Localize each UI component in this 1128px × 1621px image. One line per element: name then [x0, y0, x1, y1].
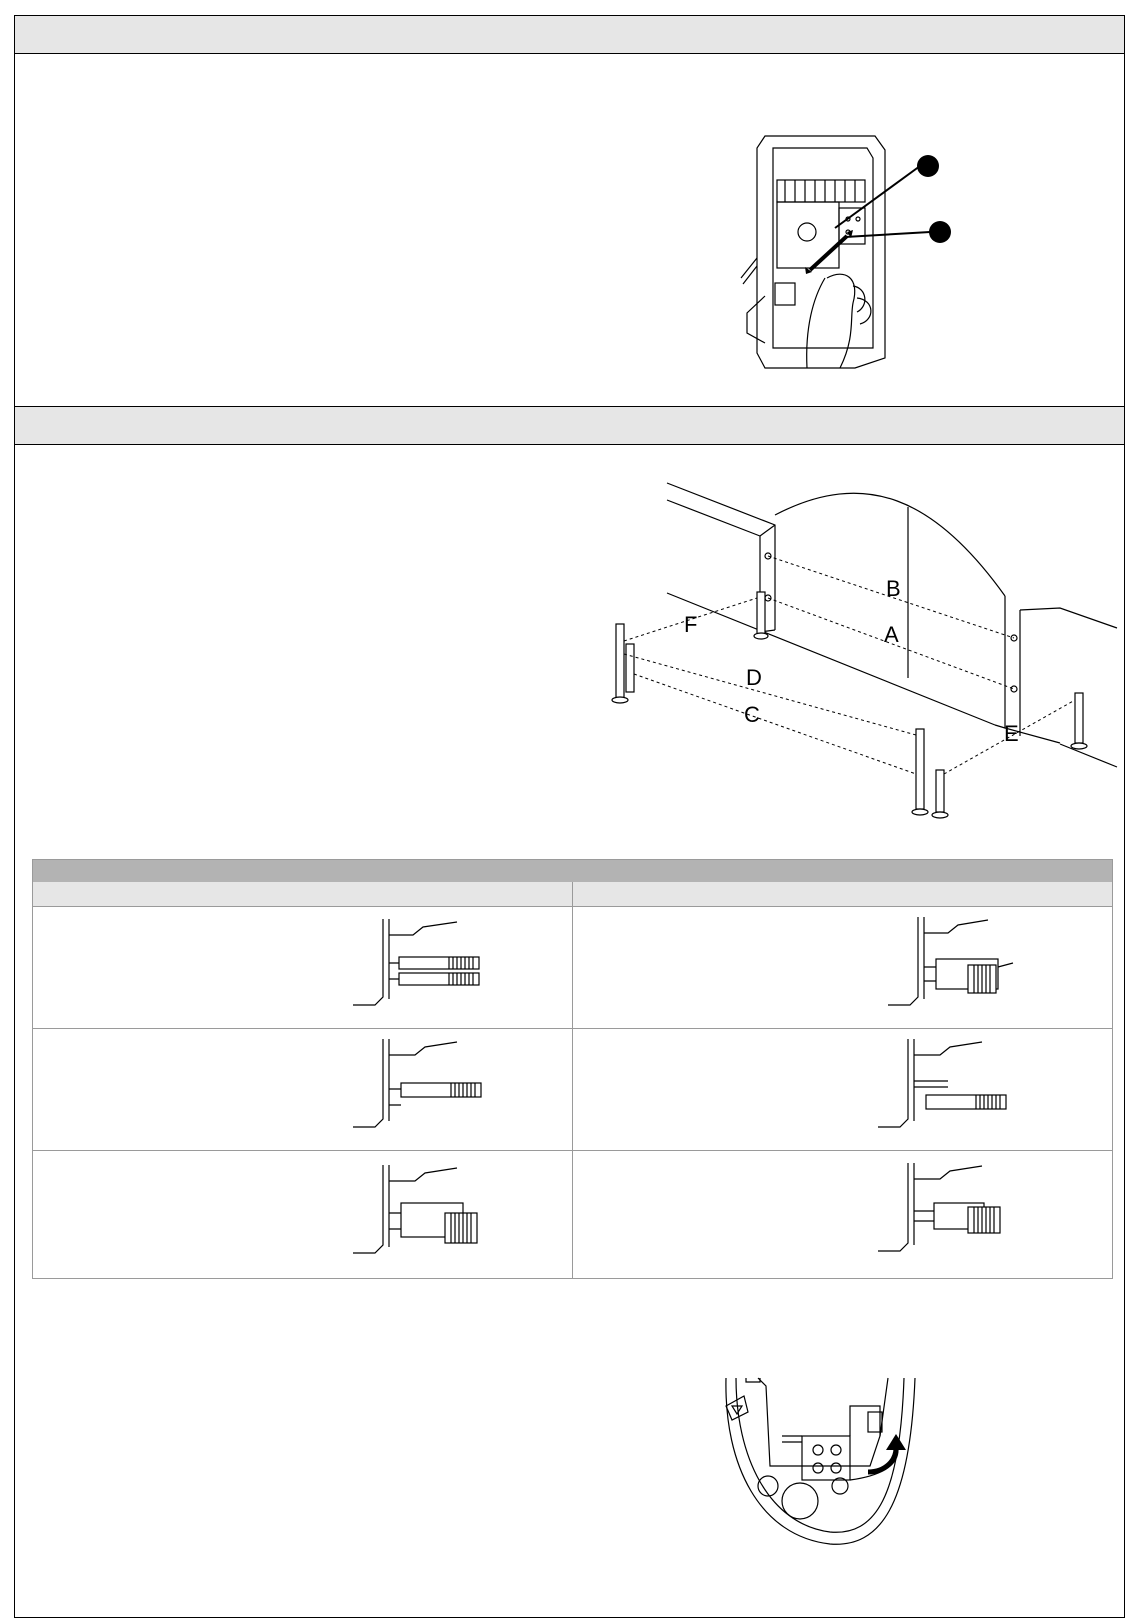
post-front-short: [936, 770, 944, 812]
label-A: A: [884, 622, 899, 647]
label-D: D: [746, 665, 762, 690]
housing-outer: [726, 1378, 915, 1544]
table-column-header-right: [573, 882, 1112, 907]
table-row-3-left: [33, 1151, 572, 1279]
table-row-1-left: [33, 907, 572, 1028]
transformer-block: [777, 202, 839, 268]
post-back: [757, 592, 765, 634]
label-C: C: [744, 702, 760, 727]
post-front-tall: [916, 729, 924, 809]
table-row-2-left: [33, 1029, 572, 1150]
jumper-config-icon: [888, 915, 1018, 1010]
table-row-1-right: [573, 907, 1112, 1028]
control-unit-figure: [735, 128, 995, 378]
table-row-2-right: [573, 1029, 1112, 1150]
move-arrow-icon: [810, 236, 847, 270]
control-unit-housing: [757, 136, 885, 368]
terminal-strip: [777, 180, 865, 202]
jumper-config-icon: [353, 1037, 493, 1137]
table-column-header-left: [33, 882, 572, 907]
terminal-block: [802, 1436, 850, 1480]
callout-marker-1: [917, 155, 939, 177]
gate-photocell-diagram: [605, 478, 1120, 823]
section-header-1: [14, 15, 1125, 54]
jumper-table: [32, 859, 1113, 1279]
post-right: [1075, 693, 1083, 743]
label-B: B: [886, 576, 901, 601]
jumper-config-icon: [878, 1037, 1018, 1137]
label-F: F: [684, 612, 698, 637]
pair-line-C: [634, 674, 916, 774]
gate-base-line: [667, 593, 995, 725]
terminal-block-figure: [720, 1376, 930, 1551]
table-title-row: [33, 860, 1112, 882]
jumper-config-icon: [878, 1161, 1018, 1261]
pair-line-D: [624, 654, 916, 735]
table-row-3-right: [573, 1151, 1112, 1279]
jumper-config-icon: [353, 917, 493, 1012]
hand-outline: [807, 278, 825, 368]
label-E: E: [1004, 721, 1019, 746]
callout-marker-2: [929, 221, 951, 243]
post-left-short: [626, 644, 634, 692]
jumper-config-icon: [353, 1163, 493, 1263]
section-header-2: [14, 406, 1125, 445]
post-left-tall: [616, 624, 624, 698]
